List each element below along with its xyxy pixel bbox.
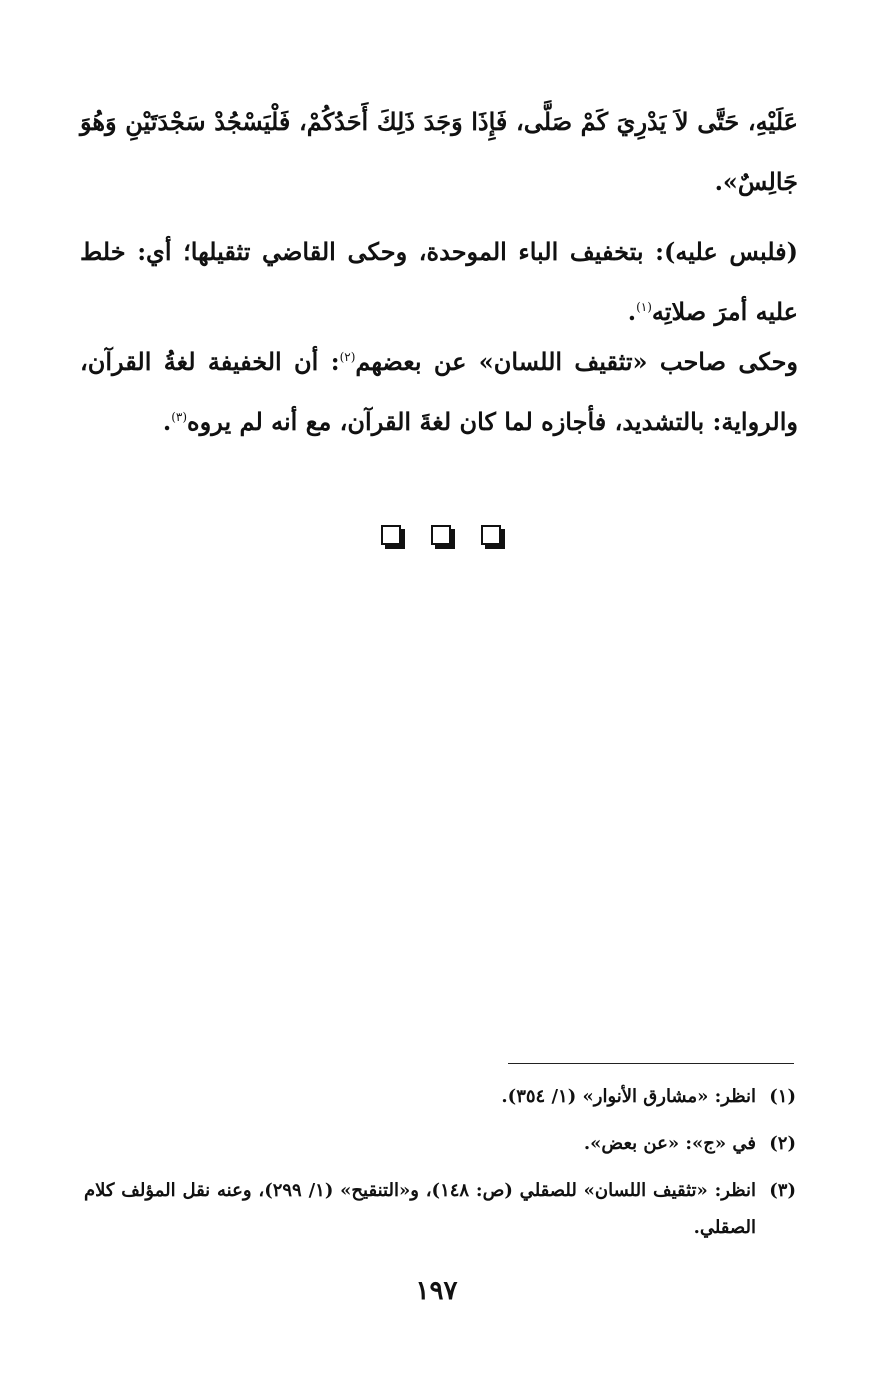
footnote-item xyxy=(84,1172,796,1246)
footnote-number: (١) xyxy=(769,1086,796,1107)
footnote-item xyxy=(84,1078,796,1115)
paragraph-text: (فلبس عليه): بتخفيف الباء الموحدة، وحكى القاضي تثقيلها؛ أي: خلط عليه أمرَ صلاتِه xyxy=(80,237,798,326)
footnote-divider xyxy=(508,1063,794,1064)
page-number: ١٩٧ xyxy=(415,1276,458,1306)
footnote-text: في «ج»: «عن بعض». xyxy=(583,1133,756,1154)
footnote-item xyxy=(84,1125,796,1162)
paragraph-end: . xyxy=(627,297,637,326)
footnote-ref-2: (٢) xyxy=(339,350,356,364)
footnote-ref-3: (٣) xyxy=(171,410,188,424)
paragraph-fulubbisa xyxy=(80,222,798,342)
paragraph-text-a: وحكى صاحب «تثقيف اللسان» عن بعضهم xyxy=(355,347,799,376)
footnote-number: (٣) xyxy=(769,1180,796,1201)
hadith-text: عَلَيْهِ، حَتَّى لاَ يَدْرِيَ كَمْ صَلَّى، فَإِذَا وَجَدَ ذَلِكَ أَحَدُكُمْ، فَلْيَسْجُدْ سَجْدَتَيْنِ وَهُوَ جَالِسٌ». xyxy=(80,107,798,196)
paragraph-tathqif xyxy=(80,332,798,452)
paragraph-end: . xyxy=(162,407,172,436)
separator-box-icon xyxy=(431,525,451,545)
separator-box-icon xyxy=(481,525,501,545)
footnote-number: (٢) xyxy=(769,1133,796,1154)
paragraph-text-b: : أن الخفيفة لغةُ القرآن، والرواية: بالتشديد، فأجازه لما كان لغةَ القرآن، مع أنه لم يروه xyxy=(80,347,798,436)
footnote-text: انظر: «مشارق الأنوار» (١/ ٣٥٤). xyxy=(501,1086,756,1107)
footnote-ref-1: (١) xyxy=(636,300,652,314)
footnotes xyxy=(84,1078,796,1256)
separator-box-icon xyxy=(381,525,401,545)
footnote-text: انظر: «تثقيف اللسان» للصقلي (ص: ١٤٨)، و«التنقيح» (١/ ٢٩٩)، وعنه نقل المؤلف كلام الصقلي. xyxy=(84,1180,757,1238)
section-separator xyxy=(381,521,501,549)
